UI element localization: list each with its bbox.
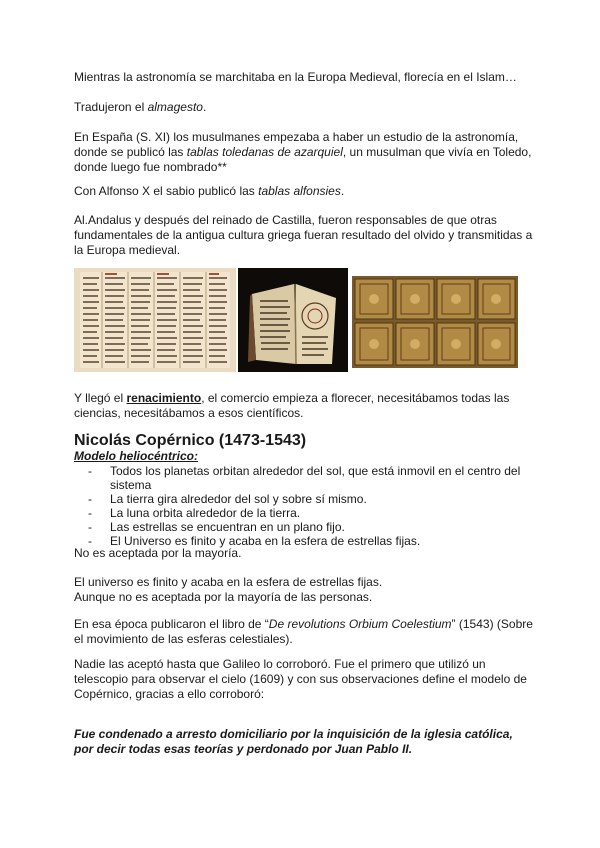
manuscript-table-image <box>74 268 236 372</box>
text: En España (S. XI) los musulmanes empezaba a haber un estudio de la astronomía, donde se publicó las <box>74 130 519 159</box>
paragraph-galileo: Nadie las aceptó hasta que Galileo lo corroboró. Fue el primero que utilizó un telescopio para observar el cielo (1609) y con sus observaciones define el modelo de Copérnico, gracias a ello corroboró: <box>74 657 527 701</box>
list-dash: - <box>88 520 92 534</box>
list-item-text: El Universo es finito y acaba en la esfera de estrellas fijas. <box>110 534 421 548</box>
section-title: Nicolás Copérnico (1473-1543) <box>74 432 307 449</box>
paragraph-book <box>74 617 534 647</box>
text: Aunque no es aceptada por la mayoría de las personas. <box>74 590 373 604</box>
text: . <box>340 184 345 198</box>
heliocentric-list <box>74 464 534 548</box>
emphasis: De revolutions Orbium Coelestium <box>268 617 452 631</box>
list-dash: - <box>88 464 92 478</box>
emphasis: almagesto <box>147 100 203 114</box>
text: Con Alfonso X el sabio publicó las <box>74 184 259 198</box>
list-dash: - <box>88 492 92 506</box>
text: ” (1543) (Sobre el movimiento de las esferas celestiales). <box>74 617 533 646</box>
emphasis: tablas toledanas de azarquiel <box>186 145 343 159</box>
list-item <box>74 464 534 492</box>
paragraph-almagesto <box>74 100 534 115</box>
emphasis: tablas alfonsies <box>258 184 341 198</box>
text: . <box>202 100 207 114</box>
list-item <box>74 520 534 534</box>
paragraph-alandalus: Al.Andalus y después del reinado de Castilla, fueron responsables de que otras fundamentales de la antigua cultura griega fueran resultado del olvido y transmitidas a la Europa medieval. <box>74 213 533 257</box>
renacimiento-link[interactable]: renacimiento <box>126 391 202 405</box>
paragraph-not-accepted: No es aceptada por la mayoría. <box>74 546 242 560</box>
paragraph-islam: Mientras la astronomía se marchitaba en la Europa Medieval, florecía en el Islam… <box>74 70 517 84</box>
list-item-text: Las estrellas se encuentran en un plano fijo. <box>110 520 345 534</box>
list-dash: - <box>88 534 92 548</box>
text: En esa época publicaron el libro de “ <box>74 617 269 631</box>
paragraph-condemned: Fue condenado a arresto domiciliario por la inquisición de la iglesia católica, por decir todas esas teorías y perdonado por Juan Pablo II. <box>74 727 513 756</box>
list-item-text: La luna orbita alrededor de la tierra. <box>110 506 301 520</box>
list-item-text: La tierra gira alrededor del sol y sobre sí mismo. <box>110 492 367 506</box>
open-book-image <box>238 268 348 372</box>
list-dash: - <box>88 506 92 520</box>
paragraph-espana <box>74 130 534 175</box>
text: , un musulman que vivía en Toledo, donde luego fue nombrado** <box>74 145 532 174</box>
list-item <box>74 492 534 506</box>
ornate-panels-image <box>350 268 520 372</box>
text: El universo es finito y acaba en la esfera de estrellas fijas. <box>74 575 383 589</box>
paragraph-renacimiento <box>74 391 534 421</box>
paragraph-universe <box>74 575 534 605</box>
text: Tradujeron el <box>74 100 148 114</box>
paragraph-alfonso <box>74 184 534 199</box>
section-subtitle: Modelo heliocéntrico: <box>74 449 199 463</box>
text: Y llegó el <box>74 391 127 405</box>
list-item-text: Todos los planetas orbitan alrededor del sol, que está inmovil en el centro del sistema <box>110 464 521 492</box>
list-item <box>74 506 534 520</box>
text: , el comercio empieza a florecer, necesitábamos todas las ciencias, necesitábamos a esos científicos. <box>74 391 510 420</box>
